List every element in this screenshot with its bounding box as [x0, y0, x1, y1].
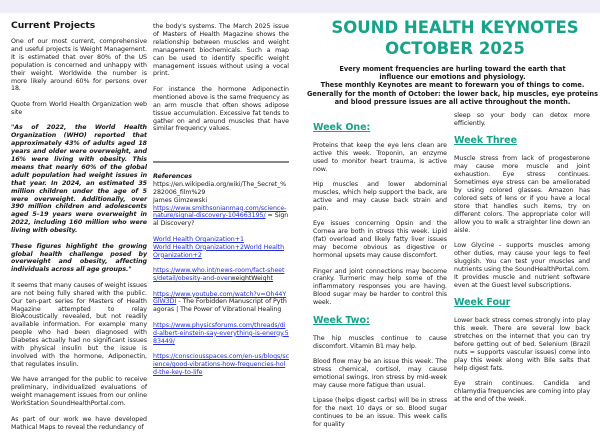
current-projects-heading: Current Projects: [11, 20, 96, 31]
paragraph: Lower back stress comes strongly into play this week. There are several low back stretches on the internet that you can try before getting out of bed. Selenium (Brazil nuts = supports vascular issues) come into play this week along with Bile salts that help digest fats.: [454, 317, 590, 372]
intro-line: and blood pressure issues are all active throughout the month.: [334, 97, 571, 106]
weeks-right-column: [454, 112, 590, 411]
left-column: [11, 20, 147, 439]
keynotes-intro: [305, 65, 600, 106]
intro-line: These monthly Keynotes are meant to forewarn you of things to come.: [320, 81, 585, 90]
paragraph: Blood flow may be an issue this week. The stress chemical, cortisol, may cause emotional swings. Iron stress by mid-week may cause more fatigue than usual.: [313, 358, 447, 389]
reference-link[interactable]: https://www.smithsonianmag.com/science-nature/signal-discovery-104663195/: [153, 204, 287, 220]
paragraph: the body's systems. The March 2025 issue of Masters of Health Magazine shows the relationship between muscles and weight management biochemicals. Such a map can be used to identify specific weight management issues without using a vocal print.: [153, 23, 289, 78]
who-quote-continued: These figures highlight the growing global health challenge posed by overweight and obesity, affecting individuals across all age groups.": [11, 242, 147, 274]
references: [153, 173, 289, 377]
paragraph: Lipase (helps digest carbs) will be in stress for the next 10 days or so. Blood sugar continues to be an issue. This week calls for quality: [313, 397, 447, 429]
paragraph: Eye strain continues. Candida and chlamydia frequencies are coming into play at the end of the week.: [454, 380, 590, 403]
who-quote: "As of 2022, the World Health Organization (WHO) reported that approximately 43% of adults aged 18 years and older were overweight, and 16% were living with obesity. This means that nearly 60% of the global adult population had weight issues in that year. In 2024, an estimated 35 million children under the age of 5 were overweight. Additionally, over 390 million children and adolescents aged 5–19 years were overweight in 2022, including 160 million who were living with obesity.: [11, 124, 147, 235]
paragraph: One of our most current, comprehensive and useful projects is Weight Management. It is estimated that over 80% of the US population is concerned and unhappy with their weight. Worldwide the number is more likely around 60% for persons over 18.: [11, 38, 147, 93]
reference: James Gimzewski: [153, 196, 208, 204]
divider: [153, 161, 289, 163]
top-bar: [0, 0, 600, 13]
title-line: OCTOBER 2025: [385, 39, 525, 58]
week-one-heading: Week One:: [313, 122, 371, 133]
paragraph: Finger and joint connections may become cranky. Turmeric may help some of the inflammatory responses you are having. Blood sugar may be harder to control this week.: [313, 267, 447, 307]
paragraph: For instance the hormone Adiponectin mentioned above is the same frequency as an arm muscle that often shows adipose tissue accumulation. Excessive fat tends to gather on and around muscles that have similar frequency values.: [153, 85, 289, 133]
paragraph: Low Glycine - supports muscles among other duties, may cause your legs to feel sluggish. You can test your muscles and nutrients using the SoundHealthPortal.com. It provides muscle and nutrient software even at the Guest level subscriptions.: [454, 242, 590, 289]
paragraph: Muscle stress from lack of progesterone may cause more muscle and joint exhaustion. Eye stress continues. Sometimes eye stress can be ameliorated by using colored glasses. Amazon has colored sets of lens or if you have a local store that handles such items, try on different colors. The appropriate color will allow you to walk a straighter line down an aisle.: [454, 155, 590, 234]
week-four-heading: Week Four: [454, 297, 511, 309]
paragraph: Quote from World Health Organization web site: [11, 100, 147, 116]
reference-text: = Signal Discovery?: [153, 212, 289, 228]
paragraph: As part of our work we have developed Mathical Maps to reveal the redundancy of: [11, 415, 147, 431]
paragraph: Proteins that keep the eye lens clean are active this week. Troponin, an enzyme used to monitor heart trauma, is active now.: [313, 142, 447, 173]
references-title: References: [153, 172, 192, 180]
intro-line: Generally for the month of October: the lower back, hip muscles, eye proteins: [306, 89, 599, 98]
reference-text: - The Forbidden Manuscript of Pythagoras | The Power of Vibrational Healing: [153, 298, 287, 314]
paragraph: We have arranged for the public to receive preliminary, individualized evaluations of weight management issues from our online WorkStation SoundHealthPortal.com.: [11, 376, 147, 408]
week-two-heading: Week Two:: [313, 314, 370, 326]
reference-link[interactable]: https://www.who.int/news-room/fact-sheets/detail/obesity-and-over: [153, 267, 285, 283]
reference-link[interactable]: https://www.physicsforums.com/threads/did-albert-einstein-say-everything-is-energy.583449/: [153, 321, 289, 345]
week-three-heading: Week Three: [454, 135, 517, 147]
intro-line: influence our emotions and physiology.: [379, 73, 526, 82]
title-line: SOUND HEALTH KEYNOTES: [331, 18, 579, 37]
reference: https://en.wikipedia.org/wiki/The_Secret_%282006_film%29: [153, 180, 287, 196]
reference-link[interactable]: https://consciousspaces.com/en-us/blogs/science/good-vibrations-how-frequencies-hold-the-key-to-life: [153, 353, 289, 376]
paragraph: It seems that many causes of weight issues are not being fully shared with the public. Our ten-part series for Masters of Health Magazine attempted to relay BioAcoustically revealed, but not readily available information. For example many people who had been diagnosed with Diabetes actually had no significant issues with physical insulin but the issue is involved with the hormone, Adiponectin, that regulates insulin.: [11, 281, 147, 368]
paragraph: Hip muscles and lower abdominal muscles, which help support the back, are active and may cause back strain and pain.: [313, 181, 447, 212]
paragraph: sleep so your body can detox more efficiently.: [454, 112, 590, 127]
reference-link[interactable]: World Health Organization+1: [153, 235, 244, 243]
paragraph: Eye issues concerning Opsin and the Cornea are both in stress this week. Lipid (fat) overload and likely fatty liver issues may become obvious as digestive or hormonal upsets may cause discomfort.: [313, 220, 447, 260]
keynotes-title: [310, 17, 600, 59]
reference-link[interactable]: World Health Organization+2World Health Organization+2: [153, 243, 285, 259]
reference-text: weightWeight: [230, 275, 273, 283]
paragraph: The hip muscles continue to cause discomfort. Vitamin B1 may help.: [313, 334, 447, 350]
middle-column: [153, 23, 289, 384]
reference-link[interactable]: https://www.youtube.com/watch?v=Oh44YGlW3DI: [153, 290, 287, 306]
weeks-left-column: [313, 122, 447, 437]
intro-line: Every moment frequencies are hurling toward the earth that: [339, 65, 566, 73]
